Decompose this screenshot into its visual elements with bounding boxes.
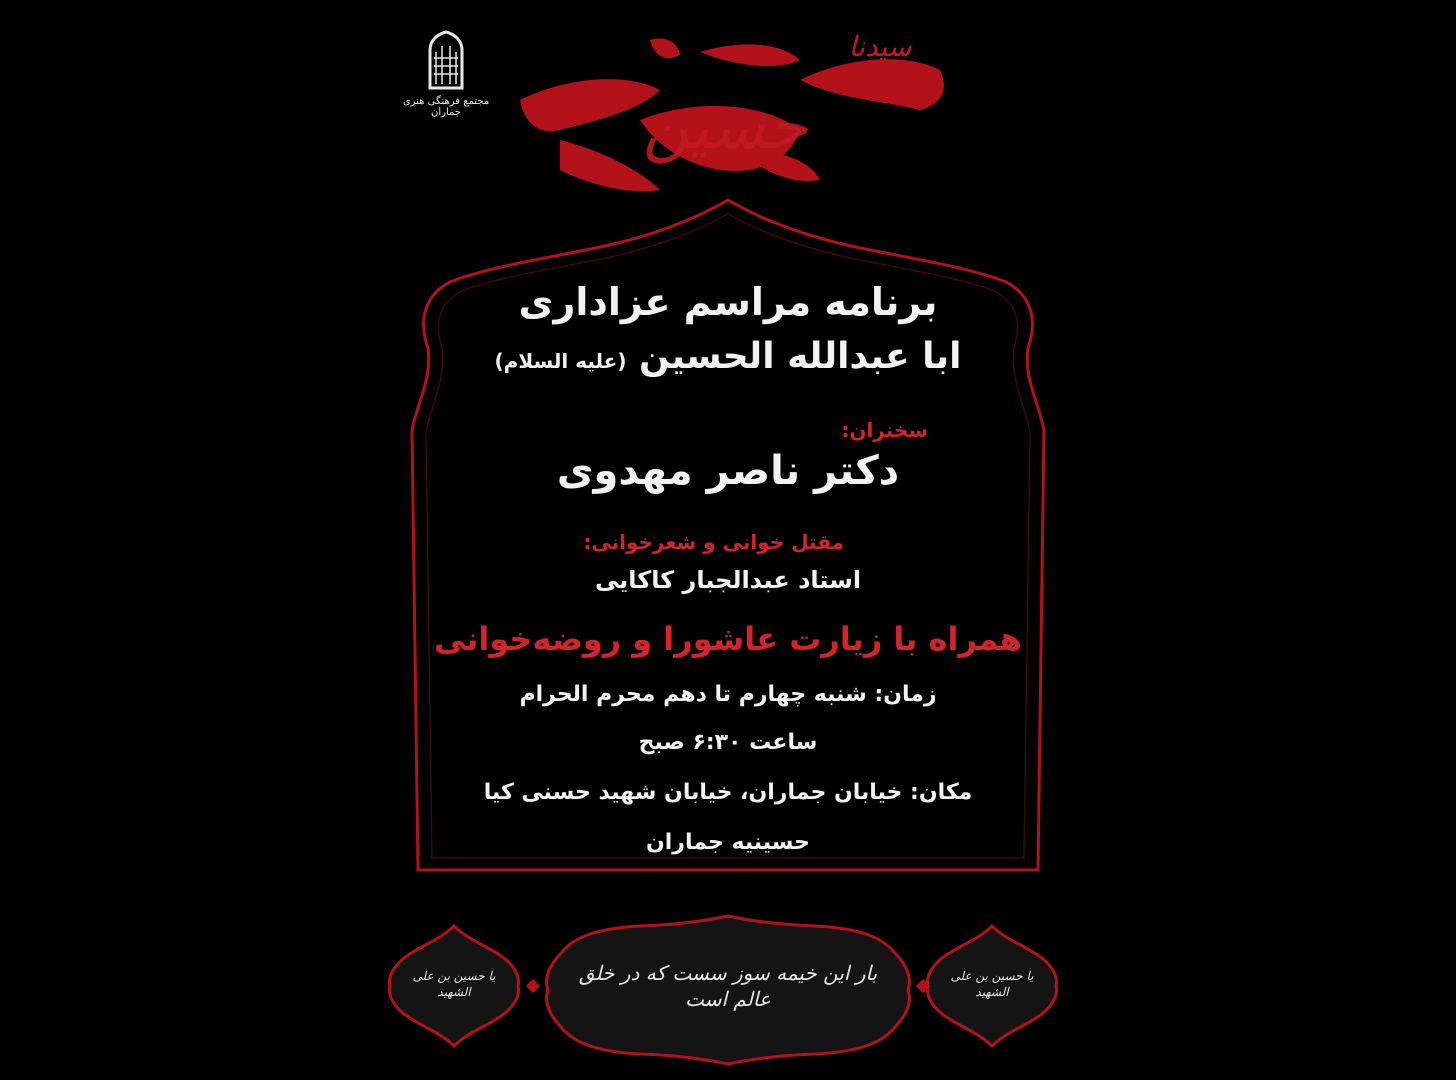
- highlight-text: همراه با زیارت عاشورا و روضه‌خوانی: [434, 620, 1022, 658]
- title-line-2-suffix: (علیه السلام): [494, 349, 627, 373]
- recitation-name: استاد عبدالجبار کاکایی: [594, 566, 862, 594]
- schedule-hour: ساعت ۶:۳۰ صبح: [638, 730, 818, 755]
- ornament-diamond: [526, 979, 540, 993]
- location-address: مکان: خیابان جماران، خیابان شهید حسنی کیا: [483, 780, 973, 805]
- footer-center-calligraphy: بار این خیمه سوز سست که در خلق عالم است: [578, 961, 878, 1011]
- speaker-name: دکتر ناصر مهدوی: [556, 448, 900, 494]
- footer-right-calligraphy: یا حسین بن علی الشهید: [950, 969, 1034, 999]
- recitation-label: مقتل خوانی و شعرخوانی:: [583, 530, 844, 554]
- footer-left-calligraphy: یا حسین بن علی الشهید: [412, 969, 496, 999]
- speaker-label: سخنران:: [841, 418, 928, 442]
- title-line-1: برنامه مراسم عزاداری: [518, 280, 938, 324]
- title-line-2-main: ابا عبدالله الحسین: [639, 336, 962, 377]
- location-venue: حسینیه جماران: [645, 830, 811, 855]
- shrine-window-icon: [426, 30, 466, 90]
- calligraphy-accent: سیدنا: [848, 30, 912, 63]
- logo-caption: مجتمع فرهنگی هنری جماران: [402, 96, 490, 118]
- title-line-2: [428, 336, 1028, 377]
- logo: [400, 30, 492, 94]
- schedule-time: زمان: شنبه چهارم تا دهم محرم الحرام: [519, 682, 937, 707]
- calligraphy-main: حسین: [642, 90, 808, 164]
